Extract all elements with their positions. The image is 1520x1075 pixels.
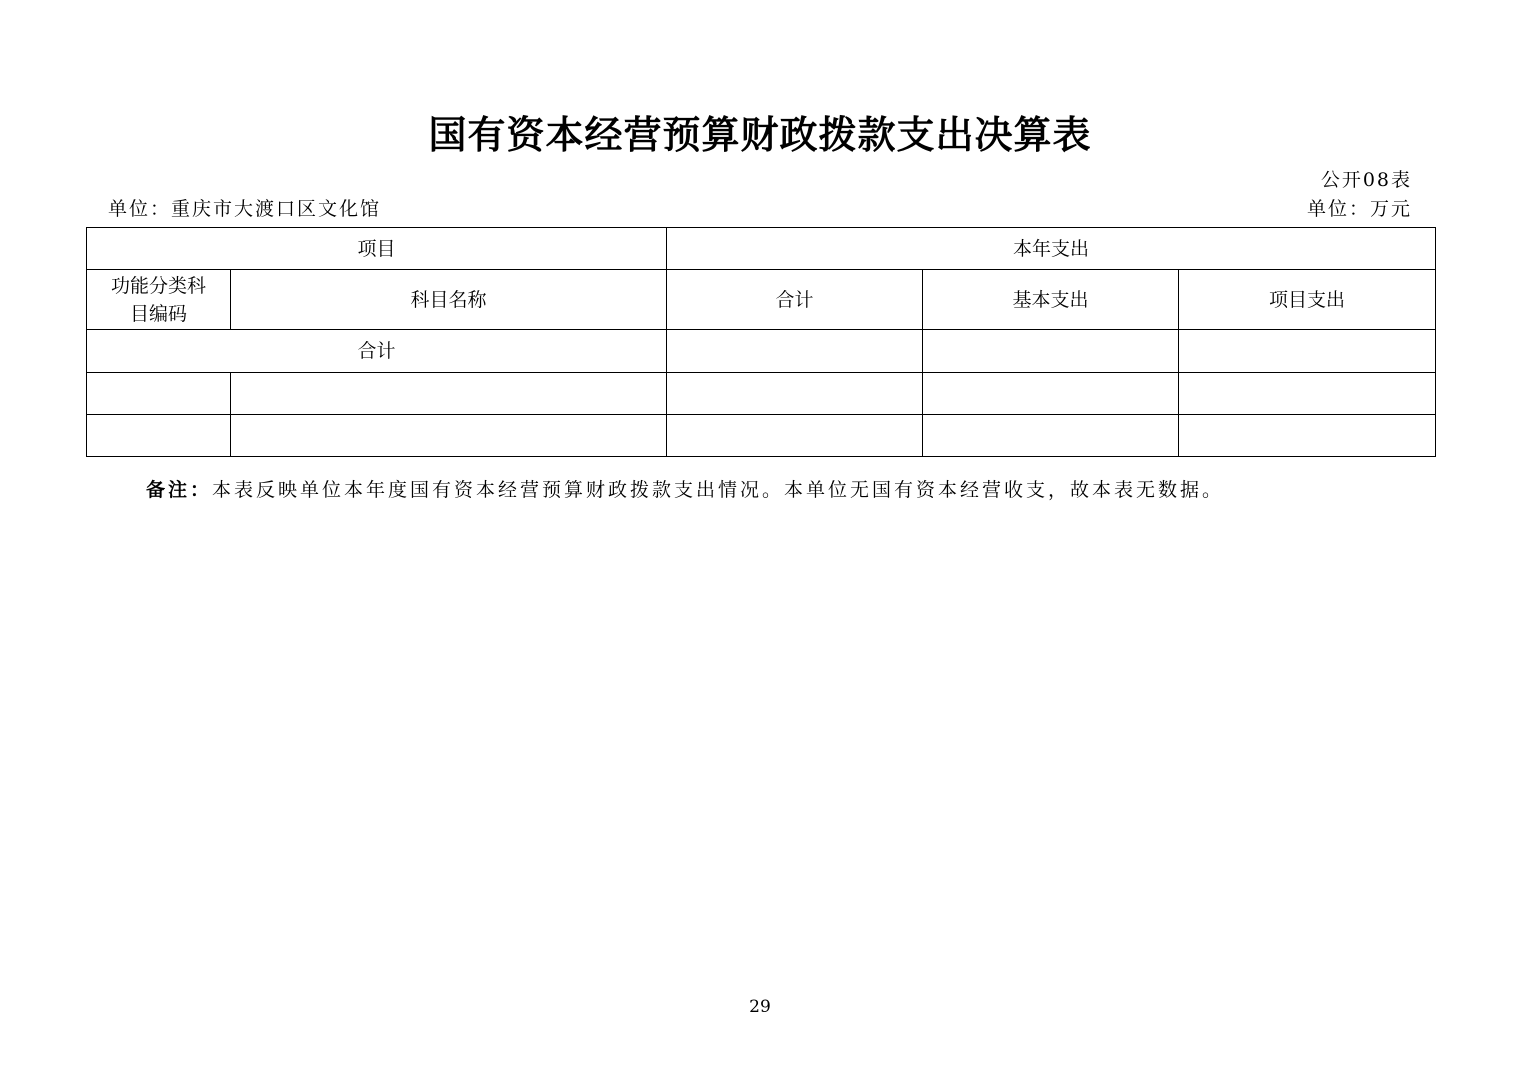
row-project [1179, 373, 1436, 415]
table-row [87, 415, 1436, 457]
table-row [87, 373, 1436, 415]
col-header-project: 项目支出 [1179, 270, 1436, 330]
header-item: 项目 [87, 228, 667, 270]
page-title: 国有资本经营预算财政拨款支出决算表 [428, 113, 1092, 157]
page-number: 29 [749, 997, 771, 1017]
col-header-total: 合计 [667, 270, 923, 330]
col-header-basic: 基本支出 [923, 270, 1179, 330]
row-name [231, 415, 667, 457]
reporting-unit: 单位：重庆市大渡口区文化馆 [108, 198, 382, 220]
row-basic [923, 415, 1179, 457]
total-row-label: 合计 [87, 330, 667, 373]
row-total [667, 415, 923, 457]
table-note [146, 475, 1224, 502]
row-name [231, 373, 667, 415]
col-header-name: 科目名称 [231, 270, 667, 330]
table-header-row [87, 228, 1436, 270]
header-year-expense: 本年支出 [667, 228, 1436, 270]
note-text: 本表反映单位本年度国有资本经营预算财政拨款支出情况。本单位无国有资本经营收支，故本表无数据。 [212, 479, 1225, 501]
row-code [87, 373, 231, 415]
col-header-code-text: 功能分类科目编码 [110, 274, 206, 325]
row-basic [923, 373, 1179, 415]
total-row-project [1179, 330, 1436, 373]
total-row [87, 330, 1436, 373]
row-code [87, 415, 231, 457]
total-row-total [667, 330, 923, 373]
total-row-basic [923, 330, 1179, 373]
row-total [667, 373, 923, 415]
form-number: 公开08表 [1320, 169, 1412, 191]
table-subheader-row [87, 270, 1436, 330]
currency-unit: 单位：万元 [1306, 198, 1412, 220]
row-project [1179, 415, 1436, 457]
col-header-code [87, 270, 231, 330]
expenditure-table [86, 227, 1436, 457]
note-label: 备注： [146, 479, 213, 501]
